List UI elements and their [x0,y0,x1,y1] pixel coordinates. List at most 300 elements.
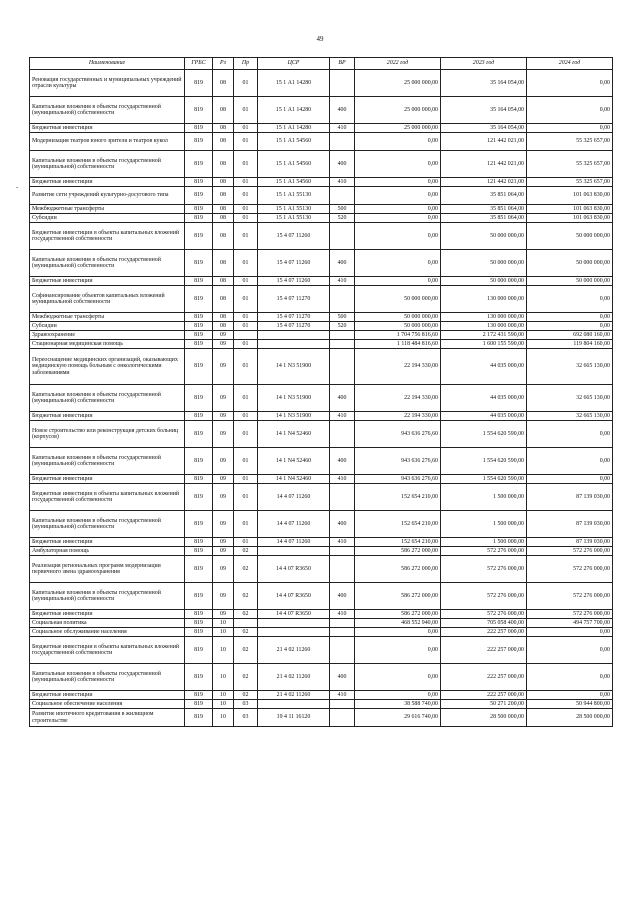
cell-vr: 400 [330,664,355,691]
cell-name: Капитальные вложения в объекты государственной (муниципальной) собственности [30,664,185,691]
cell-2022: 0,00 [355,223,441,250]
cell-name: Бюджетные инвестиции [30,610,185,619]
cell-vr: 410 [330,277,355,286]
cell-grbs: 819 [185,637,213,664]
cell-name: Капитальные вложения в объекты государственной (муниципальной) собственности [30,97,185,124]
cell-2022: 0,00 [355,205,441,214]
cell-pr: 01 [234,214,258,223]
cell-name: Социальное обслуживание населения [30,628,185,637]
cell-name: Бюджетные инвестиции [30,412,185,421]
cell-vr [330,187,355,205]
cell-vr [330,556,355,583]
cell-2024: 28 500 000,00 [527,709,613,727]
cell-name: Бюджетные инвестиции в объекты капитальных вложений государственной собственности [30,484,185,511]
cell-pr: 01 [234,313,258,322]
cell-vr: 410 [330,124,355,133]
cell-2024: 0,00 [527,691,613,700]
cell-name: Софинансирование объектов капитальных вложений муниципальной собственности [30,286,185,313]
cell-pr: 01 [234,322,258,331]
cell-2023: 28 500 000,00 [441,709,527,727]
cell-pr: 01 [234,448,258,475]
cell-2022: 25 000 000,00 [355,97,441,124]
cell-csr: 15 1 А1 55130 [258,214,330,223]
cell-name: Переоснащение медицинских организаций, оказывающих медицинскую помощь больным с онкологическими заболеваниями [30,349,185,385]
cell-2022: 22 194 330,00 [355,385,441,412]
cell-2023: 35 164 054,00 [441,97,527,124]
header-vr: ВР [330,58,355,70]
page-number: 49 [316,35,324,43]
cell-2022: 586 272 000,00 [355,556,441,583]
cell-2024: 572 276 000,00 [527,547,613,556]
cell-csr: 15 4 07 11260 [258,250,330,277]
cell-grbs: 819 [185,124,213,133]
cell-vr [330,340,355,349]
cell-csr: 15 1 А1 54560 [258,178,330,187]
cell-grbs: 819 [185,151,213,178]
cell-csr: 15 4 07 11260 [258,223,330,250]
cell-rz: 09 [213,475,234,484]
table-row [30,547,613,556]
cell-csr [258,340,330,349]
cell-2023: 1 554 620 590,00 [441,475,527,484]
cell-rz: 10 [213,691,234,700]
cell-csr [258,331,330,340]
cell-pr: 01 [234,70,258,97]
table-row [30,133,613,151]
cell-grbs: 819 [185,511,213,538]
cell-2022: 22 194 330,00 [355,412,441,421]
cell-pr: 01 [234,124,258,133]
cell-pr: 01 [234,421,258,448]
header-pr: Пр [234,58,258,70]
cell-2022: 50 000 000,00 [355,286,441,313]
cell-grbs: 819 [185,205,213,214]
cell-csr: 15 4 07 11270 [258,286,330,313]
cell-rz: 08 [213,223,234,250]
cell-rz: 09 [213,412,234,421]
cell-2024: 55 325 657,00 [527,151,613,178]
cell-csr: 15 4 07 11260 [258,277,330,286]
cell-name: Бюджетные инвестиции [30,538,185,547]
cell-name: Социальное обеспечение населения [30,700,185,709]
cell-vr [330,619,355,628]
cell-2023: 35 851 064,00 [441,187,527,205]
cell-name: Капитальные вложения в объекты государственной (муниципальной) собственности [30,250,185,277]
header-2022: 2022 год [355,58,441,70]
header-grbs: ГРБС [185,58,213,70]
cell-name: Здравоохранение [30,331,185,340]
cell-2022: 152 654 210,00 [355,484,441,511]
cell-pr: 01 [234,97,258,124]
cell-pr: 01 [234,133,258,151]
cell-vr [330,331,355,340]
cell-name: Реализация региональных программ модернизации первичного звена здравоохранения [30,556,185,583]
header-2024: 2024 год [527,58,613,70]
cell-vr [330,421,355,448]
cell-2023: 222 257 000,00 [441,691,527,700]
cell-rz: 09 [213,556,234,583]
cell-name: Модернизация театров юного зрителя и театров кукол [30,133,185,151]
cell-2023: 35 164 054,00 [441,70,527,97]
table-row [30,619,613,628]
cell-csr: 14 4 07 11260 [258,511,330,538]
cell-vr [330,637,355,664]
cell-2023: 35 851 064,00 [441,214,527,223]
cell-2023: 1 500 000,00 [441,484,527,511]
cell-vr [330,70,355,97]
cell-name: Капитальные вложения в объекты государственной (муниципальной) собственности [30,385,185,412]
table-row [30,709,613,727]
cell-csr [258,700,330,709]
cell-2024: 0,00 [527,97,613,124]
cell-2024: 0,00 [527,448,613,475]
table-row [30,151,613,178]
cell-pr: 01 [234,223,258,250]
cell-pr [234,331,258,340]
cell-2023: 1 554 620 590,00 [441,448,527,475]
table-row [30,187,613,205]
cell-csr: 14 4 07 11260 [258,484,330,511]
cell-csr [258,619,330,628]
cell-rz: 08 [213,97,234,124]
cell-2024: 50 000 000,00 [527,277,613,286]
cell-grbs: 819 [185,322,213,331]
cell-pr: 01 [234,412,258,421]
cell-vr: 410 [330,178,355,187]
cell-csr: 21 4 02 11260 [258,691,330,700]
cell-csr: 14 1 N4 52460 [258,421,330,448]
cell-name: Капитальные вложения в объекты государственной (муниципальной) собственности [30,151,185,178]
cell-csr [258,547,330,556]
cell-csr: 15 4 07 11270 [258,322,330,331]
cell-2023: 705 058 400,00 [441,619,527,628]
cell-vr: 410 [330,412,355,421]
cell-pr: 02 [234,583,258,610]
cell-rz: 09 [213,538,234,547]
cell-pr: 01 [234,286,258,313]
cell-rz: 08 [213,124,234,133]
cell-grbs: 819 [185,97,213,124]
cell-2023: 44 035 000,00 [441,385,527,412]
cell-csr: 14 4 07 11260 [258,538,330,547]
cell-rz: 08 [213,277,234,286]
cell-pr: 02 [234,556,258,583]
cell-2024: 572 276 000,00 [527,556,613,583]
cell-pr: 01 [234,187,258,205]
cell-csr: 14 1 N3 51900 [258,349,330,385]
cell-name: Бюджетные инвестиции [30,691,185,700]
cell-csr: 15 1 А1 55130 [258,187,330,205]
cell-pr: 01 [234,484,258,511]
cell-2022: 1 118 484 816,60 [355,340,441,349]
cell-grbs: 819 [185,484,213,511]
cell-2022: 0,00 [355,637,441,664]
cell-2023: 130 000 000,00 [441,313,527,322]
cell-2022: 25 000 000,00 [355,70,441,97]
cell-vr [330,547,355,556]
cell-2024: 0,00 [527,637,613,664]
cell-vr: 410 [330,610,355,619]
cell-2022: 468 552 940,00 [355,619,441,628]
cell-csr: 14 1 N3 51900 [258,412,330,421]
cell-pr: 02 [234,610,258,619]
budget-table [29,57,613,727]
cell-grbs: 819 [185,421,213,448]
cell-pr: 02 [234,547,258,556]
cell-rz: 10 [213,637,234,664]
cell-rz: 08 [213,313,234,322]
cell-vr [330,628,355,637]
table-row [30,385,613,412]
cell-2022: 0,00 [355,151,441,178]
cell-vr [330,700,355,709]
table-body [30,70,613,727]
cell-2024: 50 944 800,00 [527,700,613,709]
cell-2023: 130 000 000,00 [441,322,527,331]
margin-mark: - [16,183,19,191]
cell-name: Капитальные вложения в объекты государственной (муниципальной) собственности [30,511,185,538]
cell-vr: 410 [330,475,355,484]
cell-2024: 87 139 030,00 [527,511,613,538]
cell-name: Реновация государственных и муниципальных учреждений отрасли культуры [30,70,185,97]
table-row [30,538,613,547]
cell-name: Межбюджетные трансферты [30,313,185,322]
cell-csr: 21 4 02 11260 [258,637,330,664]
cell-2024: 101 063 830,00 [527,187,613,205]
cell-2023: 222 257 000,00 [441,628,527,637]
cell-2024: 101 063 830,00 [527,205,613,214]
cell-name: Новое строительство или реконструкция детских больниц (корпусов) [30,421,185,448]
cell-grbs: 819 [185,412,213,421]
cell-pr: 01 [234,385,258,412]
cell-2022: 0,00 [355,133,441,151]
cell-pr: 01 [234,277,258,286]
cell-csr: 15 1 А1 14280 [258,97,330,124]
cell-vr: 410 [330,538,355,547]
cell-2023: 1 500 000,00 [441,511,527,538]
cell-2022: 0,00 [355,628,441,637]
cell-name: Развитие ипотечного кредитования в жилищном строительстве [30,709,185,727]
cell-2024: 101 063 830,00 [527,214,613,223]
cell-vr [330,349,355,385]
cell-grbs: 819 [185,547,213,556]
cell-vr [330,709,355,727]
table-row [30,97,613,124]
cell-pr: 03 [234,709,258,727]
cell-2023: 50 000 000,00 [441,277,527,286]
cell-rz: 08 [213,286,234,313]
cell-2024: 0,00 [527,322,613,331]
cell-grbs: 819 [185,277,213,286]
cell-2023: 35 164 054,00 [441,124,527,133]
cell-name: Бюджетные инвестиции [30,178,185,187]
cell-csr: 14 4 07 R3650 [258,556,330,583]
cell-grbs: 819 [185,448,213,475]
cell-grbs: 819 [185,709,213,727]
cell-pr: 01 [234,205,258,214]
header-rz: Рз [213,58,234,70]
table-row [30,412,613,421]
cell-rz: 08 [213,214,234,223]
cell-2022: 943 636 276,60 [355,448,441,475]
cell-2024: 0,00 [527,664,613,691]
cell-grbs: 819 [185,223,213,250]
cell-name: Субсидии [30,322,185,331]
cell-2022: 25 000 000,00 [355,124,441,133]
cell-rz: 08 [213,205,234,214]
cell-rz: 08 [213,133,234,151]
cell-vr: 400 [330,448,355,475]
cell-2023: 44 035 000,00 [441,349,527,385]
cell-grbs: 819 [185,664,213,691]
cell-name: Капитальные вложения в объекты государственной (муниципальной) собственности [30,583,185,610]
cell-name: Амбулаторная помощь [30,547,185,556]
cell-name: Бюджетные инвестиции в объекты капитальных вложений государственной собственности [30,223,185,250]
cell-2023: 222 257 000,00 [441,637,527,664]
table-row [30,250,613,277]
cell-pr: 01 [234,538,258,547]
cell-csr: 15 1 А1 14280 [258,70,330,97]
cell-2022: 152 654 210,00 [355,538,441,547]
table-row [30,277,613,286]
cell-2024: 0,00 [527,124,613,133]
cell-rz: 08 [213,187,234,205]
cell-2024: 0,00 [527,313,613,322]
table-row [30,178,613,187]
cell-grbs: 819 [185,286,213,313]
header-2023: 2023 год [441,58,527,70]
cell-2024: 0,00 [527,286,613,313]
cell-name: Бюджетные инвестиции в объекты капитальных вложений государственной собственности [30,637,185,664]
cell-2022: 38 588 740,00 [355,700,441,709]
cell-grbs: 819 [185,619,213,628]
table-row [30,70,613,97]
cell-rz: 10 [213,628,234,637]
cell-2024: 50 000 000,00 [527,223,613,250]
cell-2023: 572 276 000,00 [441,556,527,583]
cell-2023: 121 442 021,00 [441,133,527,151]
table-row [30,421,613,448]
cell-grbs: 819 [185,349,213,385]
cell-csr: 14 4 07 R3650 [258,583,330,610]
cell-2024: 494 757 700,00 [527,619,613,628]
table-row [30,349,613,385]
cell-grbs: 819 [185,187,213,205]
cell-grbs: 819 [185,475,213,484]
cell-2023: 50 000 000,00 [441,250,527,277]
cell-2024: 572 276 000,00 [527,583,613,610]
cell-2024: 55 325 657,00 [527,133,613,151]
cell-2022: 50 000 000,00 [355,313,441,322]
cell-name: Социальная политика [30,619,185,628]
cell-2022: 0,00 [355,214,441,223]
cell-pr: 01 [234,340,258,349]
cell-vr: 400 [330,583,355,610]
cell-rz: 09 [213,583,234,610]
cell-vr: 400 [330,97,355,124]
cell-grbs: 819 [185,331,213,340]
table-row [30,475,613,484]
cell-grbs: 819 [185,583,213,610]
cell-grbs: 819 [185,556,213,583]
cell-rz: 09 [213,385,234,412]
cell-2022: 29 616 740,00 [355,709,441,727]
cell-csr: 21 4 02 11260 [258,664,330,691]
table-row [30,205,613,214]
cell-2022: 0,00 [355,664,441,691]
cell-csr: 15 1 А1 54560 [258,151,330,178]
cell-rz: 10 [213,619,234,628]
cell-grbs: 819 [185,340,213,349]
cell-2022: 943 636 276,60 [355,475,441,484]
cell-vr: 400 [330,250,355,277]
cell-vr: 400 [330,151,355,178]
table-row [30,511,613,538]
cell-grbs: 819 [185,313,213,322]
cell-csr: 15 4 07 11270 [258,313,330,322]
cell-rz: 08 [213,250,234,277]
table-row [30,313,613,322]
cell-pr: 02 [234,664,258,691]
cell-rz: 09 [213,340,234,349]
cell-2023: 50 000 000,00 [441,223,527,250]
cell-2024: 32 665 130,00 [527,385,613,412]
cell-2023: 572 276 000,00 [441,610,527,619]
table-row [30,322,613,331]
cell-vr [330,133,355,151]
cell-2022: 0,00 [355,277,441,286]
cell-2022: 0,00 [355,250,441,277]
cell-grbs: 819 [185,628,213,637]
cell-rz: 09 [213,331,234,340]
table-row [30,286,613,313]
cell-2022: 0,00 [355,187,441,205]
cell-name: Бюджетные инвестиции [30,277,185,286]
cell-rz: 08 [213,70,234,97]
cell-rz: 10 [213,709,234,727]
table-row [30,340,613,349]
cell-rz: 10 [213,700,234,709]
table-row [30,556,613,583]
table-row [30,484,613,511]
cell-rz: 09 [213,484,234,511]
cell-2023: 121 442 021,00 [441,178,527,187]
cell-csr: 14 1 N4 52460 [258,475,330,484]
cell-pr: 02 [234,637,258,664]
cell-2024: 55 325 657,00 [527,178,613,187]
cell-rz: 10 [213,664,234,691]
cell-csr: 14 1 N3 51900 [258,385,330,412]
cell-grbs: 819 [185,250,213,277]
cell-name: Капитальные вложения в объекты государственной (муниципальной) собственности [30,448,185,475]
cell-csr: 14 1 N4 52460 [258,448,330,475]
cell-pr: 01 [234,349,258,385]
cell-csr: 15 1 А1 14280 [258,124,330,133]
cell-2023: 222 257 000,00 [441,664,527,691]
cell-rz: 09 [213,448,234,475]
table-row [30,583,613,610]
cell-2022: 0,00 [355,178,441,187]
cell-2023: 44 035 000,00 [441,412,527,421]
cell-2022: 586 272 000,00 [355,583,441,610]
table-row [30,448,613,475]
cell-2023: 121 442 021,00 [441,151,527,178]
cell-rz: 08 [213,322,234,331]
cell-2024: 692 080 160,00 [527,331,613,340]
cell-rz: 08 [213,151,234,178]
cell-2022: 1 704 756 816,60 [355,331,441,340]
cell-2023: 50 271 200,00 [441,700,527,709]
